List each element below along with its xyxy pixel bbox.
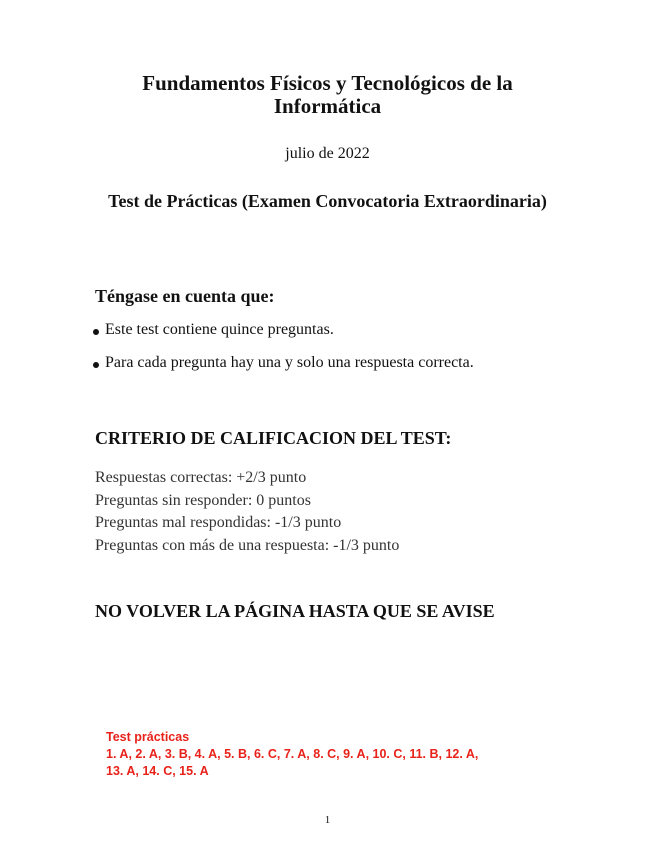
answer-key-line-2: 13. A, 14. C, 15. A — [106, 764, 209, 778]
document-date: julio de 2022 — [285, 145, 370, 162]
notes-item: Para cada pregunta hay una y solo una respuesta correcta. — [91, 353, 474, 386]
criteria-line: Preguntas con más de una respuesta: -1/3 punto — [95, 536, 400, 554]
document-title — [0, 72, 655, 118]
answer-key-line-1: 1. A, 2. A, 3. B, 4. A, 5. B, 6. C, 7. A, 8. C, 9. A, 10. C, 11. B, 12. A, — [106, 747, 479, 761]
answer-key-heading: Test prácticas — [106, 730, 190, 744]
criteria-list — [95, 467, 399, 557]
criteria-line: Preguntas mal respondidas: -1/3 punto — [95, 514, 342, 531]
notes-list — [91, 320, 474, 386]
document-subtitle: Test de Prácticas (Examen Convocatoria Extraordinaria) — [108, 191, 547, 211]
notes-item: Este test contiene quince preguntas. — [91, 320, 474, 353]
document-title-line-2: Informática — [273, 94, 382, 118]
criteria-line: Respuestas correctas: +2/3 punto — [95, 469, 307, 486]
warning-notice: NO VOLVER LA PÁGINA HASTA QUE SE AVISE — [95, 601, 495, 621]
notes-heading: Téngase en cuenta que: — [95, 286, 275, 306]
criteria-heading: CRITERIO DE CALIFICACION DEL TEST: — [95, 428, 452, 448]
answer-key — [106, 729, 576, 780]
criteria-line: Preguntas sin responder: 0 puntos — [95, 491, 311, 509]
document-title-line-1: Fundamentos Físicos y Tecnológicos de la — [142, 71, 513, 95]
page-number: 1 — [324, 814, 331, 826]
